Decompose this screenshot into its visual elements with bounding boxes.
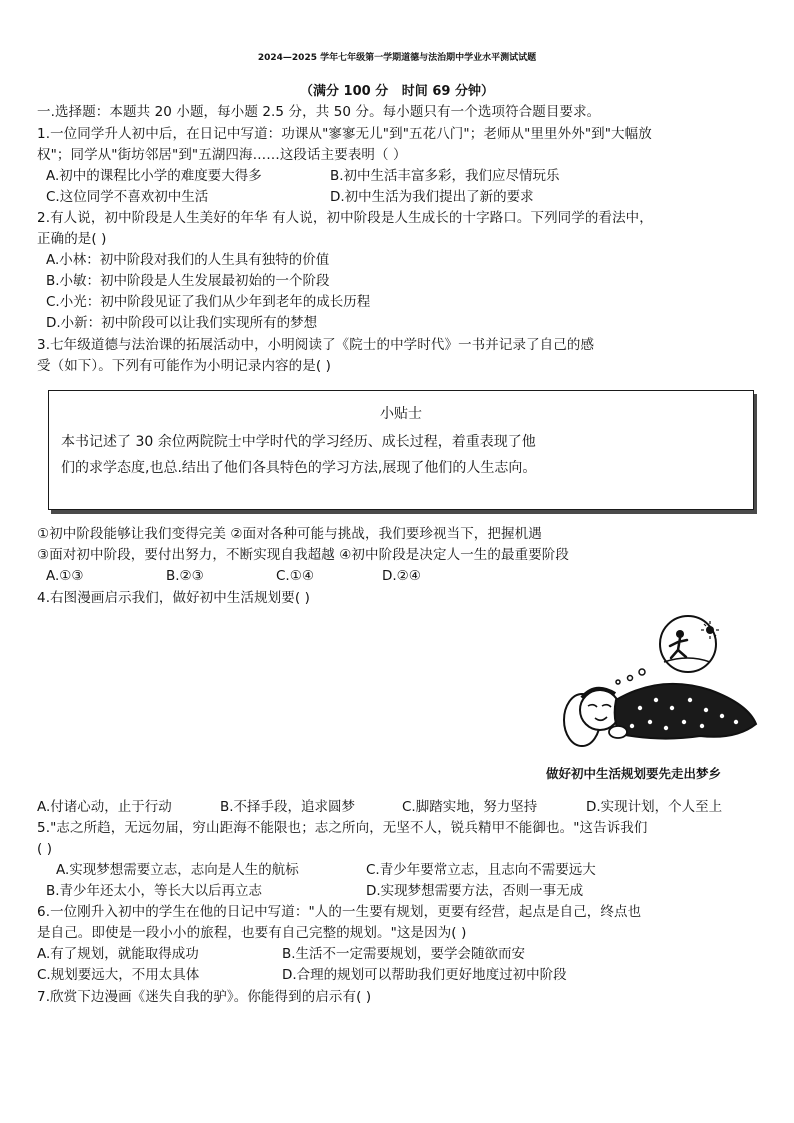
- q7-stem: 7.欣赏下边漫画《迷失自我的驴》。你能得到的启示有( ): [37, 989, 372, 1005]
- q4-option-b: B.不择手段，追求圆梦: [220, 799, 356, 815]
- q1-option-b: B.初中生活丰富多彩，我们应尽情玩乐: [330, 168, 560, 184]
- tips-box-title: 小贴士: [380, 406, 422, 422]
- q5-option-d: D.实现梦想需要方法，否则一事无成: [366, 883, 584, 899]
- q5-stem-line1: 5."志之所趋，无远勿届，穷山距海不能限也；志之所向，无坚不人，锐兵精甲不能御也。"这告诉我们: [37, 820, 648, 836]
- section-heading: 一.选择题：本题共 20 小题，每小题 2.5 分，共 50 分。每小题只有一个选项符合题目要求。: [37, 104, 601, 120]
- tips-box-line1: 本书记述了 30 余位两院院士中学时代的学习经历、成长过程，着重表现了他: [61, 434, 536, 450]
- q3-item-line2: ③面对初中阶段，要付出努力，不断实现自我超越 ④初中阶段是决定人一生的最重要阶段: [37, 547, 569, 563]
- q1-option-c: C.这位同学不喜欢初中生活: [46, 189, 209, 205]
- q2-stem-line1: 2.有人说，初中阶段是人生美好的年华 有人说，初中阶段是人生成长的十字路口。下列同学的看法中，: [37, 210, 653, 226]
- cartoon-caption: 做好初中生活规划要先走出梦乡: [546, 766, 722, 781]
- q5-option-b: B.青少年还太小，等长大以后再立志: [46, 883, 263, 899]
- q6-option-d: D.合理的规划可以帮助我们更好地度过初中阶段: [282, 967, 567, 983]
- q1-stem-line2: 权"；同学从"街坊邻居"到"五湖四海……这段话主要表明（ ）: [37, 147, 407, 163]
- q2-stem-line2: 正确的是( ): [37, 231, 107, 247]
- q6-option-a: A.有了规划，就能取得成功: [37, 946, 199, 962]
- q6-option-b: B.生活不一定需要规划，要学会随欲而安: [282, 946, 526, 962]
- q5-stem-line2: ( ): [37, 841, 53, 857]
- q4-option-c: C.脚踏实地，努力坚持: [402, 799, 538, 815]
- q3-option-b: B.②③: [166, 568, 204, 584]
- q3-stem-line2: 受（如下）。下列有可能作为小明记录内容的是( ): [37, 358, 331, 374]
- exam-info: （满分 100 分 时间 69 分钟）: [300, 84, 494, 99]
- q2-option-b: B.小敏：初中阶段是人生发展最初始的一个阶段: [46, 273, 330, 289]
- q2-option-c: C.小光：初中阶段见证了我们从少年到老年的成长历程: [46, 294, 371, 310]
- q2-option-a: A.小林：初中阶段对我们的人生具有独特的价值: [46, 252, 330, 268]
- q6-stem-line2: 是自己。即使是一段小小的旅程，也要有自己完整的规划。"这是因为( ): [37, 925, 467, 941]
- q3-option-d: D.②④: [382, 568, 421, 584]
- q4-option-d: D.实现计划，个人至上: [586, 799, 723, 815]
- q5-option-c: C.青少年要常立志，且志向不需要远大: [366, 862, 596, 878]
- q3-stem-line1: 3.七年级道德与法治课的拓展活动中，小明阅读了《院士的中学时代》一书并记录了自己的感: [37, 337, 595, 353]
- q5-option-a: A.实现梦想需要立志，志向是人生的航标: [56, 862, 299, 878]
- q1-option-d: D.初中生活为我们提出了新的要求: [330, 189, 534, 205]
- q2-option-d: D.小新：初中阶段可以让我们实现所有的梦想: [46, 315, 318, 331]
- q4-stem: 4.右图漫画启示我们，做好初中生活规划要( ): [37, 590, 311, 606]
- tips-box: [48, 390, 754, 510]
- page-title: 2024—2025 学年七年级第一学期道德与法治期中学业水平测试试题: [257, 53, 537, 63]
- q3-option-c: C.①④: [276, 568, 314, 584]
- q4-option-a: A.付诸心动，止于行动: [37, 799, 172, 815]
- sleeping-dreamer-cartoon-icon: [560, 612, 760, 757]
- q6-stem-line1: 6.一位刚升入初中的学生在他的日记中写道："人的一生要有规划，更要有经营，起点是自己，终点也: [37, 904, 642, 920]
- q1-option-a: A.初中的课程比小学的难度要大得多: [46, 168, 262, 184]
- q6-option-c: C.规划要远大，不用太具体: [37, 967, 200, 983]
- tips-box-line2: 们的求学态度,也总.结出了他们各具特色的学习方法,展现了他们的人生志向。: [61, 460, 537, 476]
- q3-option-a: A.①③: [46, 568, 84, 584]
- q1-stem-line1: 1.一位同学升人初中后，在日记中写道：功课从"寥寥无儿"到"五花八门"；老师从"里里外外"到"大幅放: [37, 126, 652, 142]
- q3-item-line1: ①初中阶段能够让我们变得完美 ②面对各种可能与挑战，我们要珍视当下，把握机遇: [37, 526, 542, 542]
